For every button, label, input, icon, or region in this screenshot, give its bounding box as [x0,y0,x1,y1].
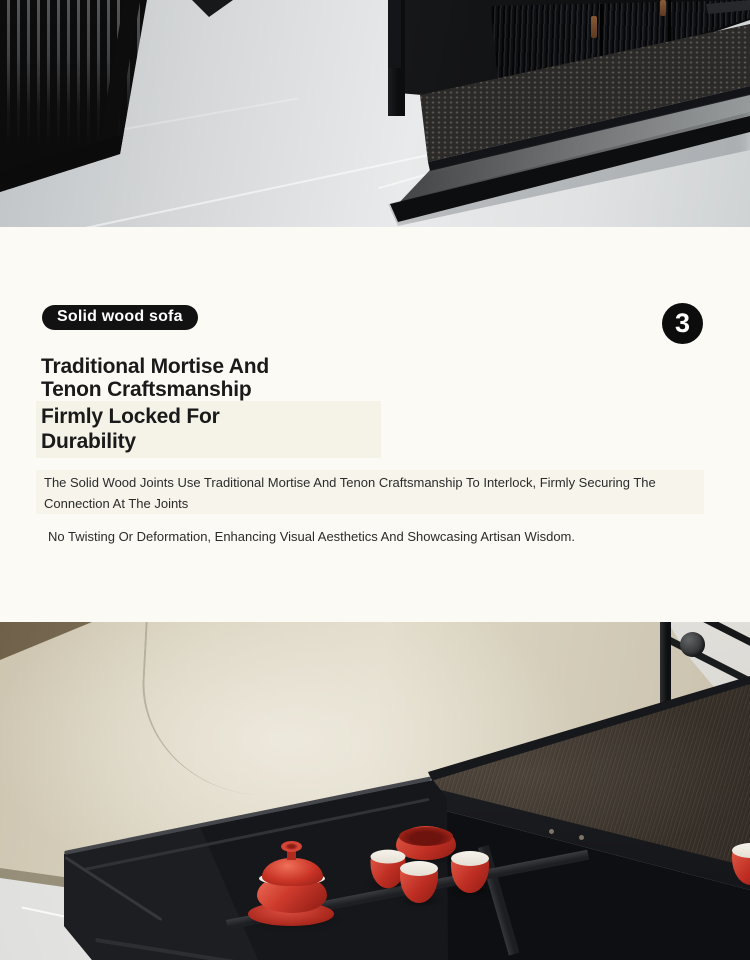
photo-top-furniture [0,0,750,227]
feature-heading-primary [41,356,269,401]
tabletop-hinge [579,835,584,840]
heading-line: Durability [41,430,136,453]
feature-paragraph-1: The Solid Wood Joints Use Traditional Mortise And Tenon Craftsmanship To Interlock, Firmly Securing The Connection At The Joints [44,475,656,512]
category-badge: Solid wood sofa [42,305,198,330]
tea-cup [399,861,439,903]
feature-section [0,227,750,622]
sideboard-cabinet [388,0,750,227]
red-tea-bowl-interior [399,827,453,846]
slatted-screen [0,0,148,200]
tabletop-hinge [549,829,554,834]
cabinet-handle [591,16,597,38]
cabinet-leg [388,0,401,68]
heading-line: Tenon Craftsmanship [41,377,252,401]
tea-cup [731,843,750,885]
step-number-badge: 3 [662,303,703,344]
gaiwan-lid [262,858,323,886]
feature-paragraph-2: No Twisting Or Deformation, Enhancing Visual Aesthetics And Showcasing Artisan Wisdom. [48,529,576,544]
gaiwan-knob [281,841,302,852]
cabinet-handle [660,0,666,16]
heading-line: Traditional Mortise And [41,355,269,378]
heading-line: Firmly Locked For [41,405,220,428]
tea-cup [450,851,490,893]
feature-heading-secondary [41,404,220,454]
distant-furniture-leg [183,0,233,17]
chair-knob [680,632,705,657]
photo-bottom-sofa-table [0,622,750,960]
